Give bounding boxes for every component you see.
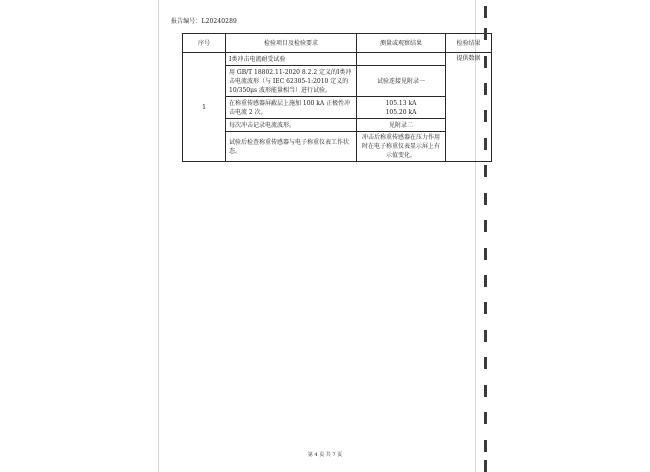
page-number: 第 4 页 共 7 页 bbox=[307, 452, 343, 458]
header-item: 检验项目及检验要求 bbox=[226, 34, 357, 53]
inspection-table bbox=[182, 33, 492, 162]
item-result: 冲击后称重传感器在压力作用时在电子称重仪表显示屏上有示值变化。 bbox=[357, 132, 446, 162]
table-row bbox=[183, 119, 492, 132]
table-row bbox=[183, 53, 492, 66]
header-no: 序号 bbox=[183, 34, 226, 53]
item-requirement: 用 GB/T 18802.11-2020 8.2.2 定义的Ⅰ类冲击电流波形（与 IEC 62305-1:2010 定义的 10/350μs 波形能量相当）进行试验。 bbox=[226, 66, 357, 97]
section-number: 1 bbox=[183, 53, 226, 162]
item-result: 见附录二 bbox=[357, 119, 446, 132]
table-row bbox=[183, 66, 492, 97]
table-row bbox=[183, 132, 492, 162]
section-title: Ⅰ类冲击电流耐受试验 bbox=[226, 53, 357, 66]
report-number: 报告编号：L20240289 bbox=[171, 18, 237, 25]
table-header-row bbox=[183, 34, 492, 53]
header-result: 测量或观察结果 bbox=[357, 34, 446, 53]
item-result: 试验连接见附录一 bbox=[357, 66, 446, 97]
item-result: 105.13 kA 105.20 kA bbox=[357, 97, 446, 119]
section-conclusion: 提供数据 bbox=[446, 53, 492, 162]
item-requirement: 在称重传感器屏蔽层上施加 100 kA 正极性冲击电流 2 次。 bbox=[226, 97, 357, 119]
item-requirement: 试验后检查称重传感器与电子称重仪表工作状态。 bbox=[226, 132, 357, 162]
item-requirement: 每次冲击记录电流波形。 bbox=[226, 119, 357, 132]
header-conclusion: 检验结果 bbox=[446, 34, 492, 53]
table-row bbox=[183, 97, 492, 119]
section-result-cell bbox=[357, 53, 446, 66]
binding-edge-marks bbox=[484, 0, 490, 472]
